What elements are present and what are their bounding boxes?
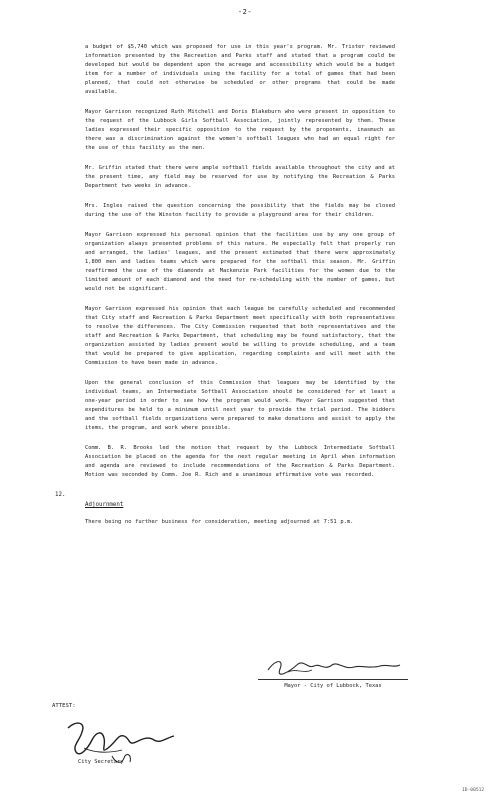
paragraph-fields-available: Mr. Griffin stated that there were ample softball fields available throughout the city and at the present time, any field may be reserved for use by notifying the Recreation & Parks Department two weeks in advance.	[85, 165, 395, 189]
paragraph-playground: Mrs. Ingles raised the question concerning the possibility that the fields may be closed during the use of the Winston facility to provide a playground area for their children.	[85, 203, 395, 218]
mayor-caption: Mayor - City of Lubbock, Texas	[284, 683, 382, 689]
paragraph-conclusion: Upon the general conclusion of this Commission that leagues may be identified by the individual teams, an Intermediate Softball Association should be considered for at least a one-year period in order to see how the program would work. Mayor Garrison suggested that expenditures be held to a minimum until next year to provide the trial period. The bidders and the softball fields organizations were prepared to make donations and assist to apply the items, the program, and work where possible.	[85, 380, 395, 431]
paragraph-motion: Comm. B. R. Brooks led the motion that request by the Lubbock Intermediate Softball Association be placed on the agenda for the next regular meeting in April when information and agenda are reviewed to include recommendations of the Recreation & Parks Department. Motion was seconded by Comm. Joe R. Rich and a unanimous affirmative vote was recorded.	[85, 445, 395, 478]
paragraph-scheduling: Mayor Garrison expressed his opinion that each league be carefully scheduled and recommended that City staff and Recreation & Parks Department meet specifically with both representatives to resolve the differences. The City Commission requested that both representatives and the staff and Recreation & Parks Department, that scheduling may be found satisfactory, that the organization assisted by ladies present would be willing to provide scheduling, and a team that would be prepared to give application, regarding complaints and will meet with the Commission to have been made in advance.	[85, 306, 395, 366]
city-secretary-caption: City Secretary	[78, 759, 124, 765]
item-title: Adjournment	[85, 502, 124, 508]
page-number: -2-	[237, 8, 253, 16]
mayor-signature-line	[258, 679, 408, 680]
attest-label: ATTEST:	[52, 703, 76, 709]
minutes-body	[55, 43, 395, 538]
item-number: 12.	[55, 492, 66, 498]
paragraph-budget: a budget of $5,740 which was proposed for use in this year's program. Mr. Trister reviewed information presented by the Recreation and Parks staff and stated that a program could be developed but would be dependent upon the acreage and accessibility which would be a budget item for a number of individuals using the facility for a total of games that had been planned, that could not otherwise be scheduled or other programs that could be made available.	[85, 44, 395, 95]
mayor-signature	[258, 655, 408, 677]
paragraph-opposition: Mayor Garrison recognized Ruth Mitchell and Doris Blakeburn who were present in opposition to the request of the Lubbock Girls Softball Association, jointly represented by them. These ladies expressed their specific opposition to the request by the proponents, inasmuch as there was a discrimination against the women's softball leagues who had an equal right for the use of this facility as the men.	[85, 109, 395, 151]
mayor-signature-block	[258, 655, 408, 690]
document-stamp: ID-00512	[462, 788, 485, 793]
paragraph-closing: There being no further business for consideration, meeting adjourned at 7:51 p.m.	[85, 519, 354, 525]
paragraph-mayor-opinion: Mayor Garrison expressed his personal opinion that the facilities use by any one group of organization always presented problems of this nature. He especially felt that properly run and arranged, the ladies' leagues, and the present estimated that there were approximately 1,800 men and ladies teams which were prepared for the softball this season. Mr. Griffin reaffirmed the use of the diamonds at Mackenzie Park facilities for the women due to the limited amount of each diamond and the need for re-scheduling with the number of games, but would not be significant.	[85, 232, 395, 292]
agenda-item-adjournment	[55, 491, 395, 510]
